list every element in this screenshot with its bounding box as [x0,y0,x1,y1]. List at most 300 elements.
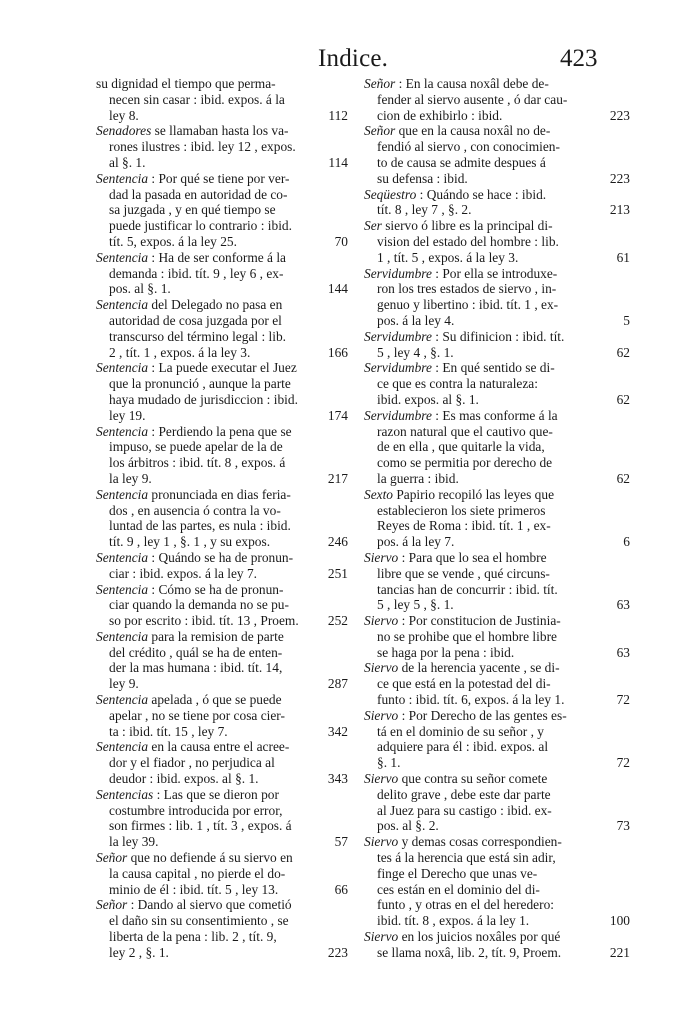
entry-text: : Por qué se tiene por ver- [148,170,290,186]
entry-line [96,424,346,440]
entry-page-ref: 217 [327,470,348,486]
index-entry [364,407,630,487]
entry-page-ref: 63 [616,644,630,660]
entry-text: en la causa entre el acree- [148,739,290,755]
index-entry [364,265,630,329]
entry-line [364,202,622,218]
entry-text: minio de él : ibid. tít. 5 , ley 13. [109,881,279,897]
entry-page-ref: 342 [327,723,348,739]
entry-page-ref: 174 [327,407,348,423]
entry-text: ta : ibid. tít. 15 , ley 7. [109,723,228,739]
entry-line [364,913,622,929]
entry-line [96,518,346,534]
entry-line [364,834,622,850]
entry-line [96,76,346,92]
entry-line [364,266,622,282]
entry-line [364,155,622,171]
entry-page-ref: 70 [334,233,348,249]
entry-text: la ley 9. [109,470,152,486]
entry-text: apelada , ó que se puede [148,692,282,708]
entry-text: su dignidad el tiempo que perma- [96,76,276,91]
entry-page-ref: 166 [327,344,348,360]
entry-line [364,250,622,266]
entry-text: rones ilustres : ibid. ley 12 , expos. [109,139,296,155]
entry-text: siervo ó libre es la principal di- [381,218,553,234]
entry-term: Senadores [96,123,152,139]
entry-line [96,739,346,755]
entry-text: tancias han de concurrir : ibid. tít. [377,581,558,597]
entry-text: sa juzgada , y en qué tiempo se [109,202,276,218]
entry-term: Sentencia [96,581,149,597]
entry-line [364,503,622,519]
entry-text: puede justificar lo contrario : ibid. [109,218,292,234]
entry-term: Señor [364,76,396,91]
entry-text: to de causa se admite despues á [377,154,546,170]
entry-line [96,850,346,866]
entry-line [364,234,622,250]
entry-text: dor y el fiador , no perjudica al [109,755,275,771]
entry-text: tes á la herencia que está sin adir, [377,850,556,866]
entry-page-ref: 114 [328,154,348,170]
entry-line [364,487,622,503]
entry-term: Servidumbre [364,360,432,376]
entry-text: : Quándo se hace : ibid. [416,186,547,202]
entry-line [96,724,346,740]
index-entry [364,771,630,834]
left-index-column [96,76,346,961]
entry-line [364,755,622,771]
entry-text: ron los tres estados de siervo , in- [377,281,557,297]
entry-term: Sentencia [96,549,149,565]
entry-text: der la mas humana : ibid. tít. 14, [109,660,283,676]
page-number: 423 [560,45,598,72]
entry-term: Señor [96,897,128,913]
entry-line [96,613,346,629]
entry-term: Servidumbre [364,328,432,344]
entry-text: luntad de las partes, es nula : ibid. [109,518,291,534]
entry-text: Papirio recopiló las leyes que [393,486,555,502]
entry-line [364,218,622,234]
entry-text: 1 , tít. 5 , expos. á la ley 3. [377,249,519,265]
entry-text: la ley 39. [109,834,159,850]
index-entry [364,660,630,708]
entry-text: funto : ibid. tít. 6, expos. á la ley 1. [377,692,565,708]
entry-line [364,787,622,803]
index-entry [364,123,630,186]
entry-line [364,676,622,692]
entry-line [96,92,346,108]
entry-text: fendió al siervo , con conocimien- [377,139,560,155]
index-entry [96,360,346,423]
index-entry [364,834,630,929]
entry-text: costumbre introducida por error, [109,802,283,818]
index-entry [364,707,630,771]
entry-term: Sentencia [96,739,149,755]
entry-text: que en la causa noxâl no de- [395,123,551,139]
index-entry [364,360,630,407]
entry-line [364,281,622,297]
index-entry [96,582,346,629]
index-entry [96,487,346,550]
entry-text: ley 8. [109,107,139,123]
entry-text: : En qué sentido se di- [431,360,555,376]
entry-text: tá en el dominio de su señor , y [377,723,544,739]
index-entry [96,171,346,250]
entry-line [364,771,622,787]
entry-line [96,629,346,645]
entry-text: ces están en el dominio del di- [377,881,540,897]
entry-text: razon natural que el cautivo que- [377,423,553,439]
entry-line [96,582,346,598]
entry-page-ref: 6 [623,534,630,550]
entry-text: pos. á la ley 7. [377,534,455,550]
entry-term: Señor [96,850,128,866]
entry-page-ref: 61 [616,249,630,265]
entry-text: ce que es contra la naturaleza: [377,376,538,392]
entry-line [96,882,346,898]
entry-line [364,392,622,408]
index-entry [364,613,630,660]
entry-text: : Quándo se ha de pronun- [148,549,294,565]
entry-line [96,171,346,187]
entry-line [364,818,622,834]
entry-line [364,803,622,819]
entry-text: finge el Derecho que unas ve- [377,865,538,881]
entry-line [96,266,346,282]
entry-line [364,471,622,487]
entry-page-ref: 246 [327,534,348,550]
entry-text: : En la causa noxâl debe de- [395,76,549,91]
entry-text: pos. al §. 2. [377,818,439,834]
entry-term: Sentencias [96,786,154,802]
entry-term: Sentencia [96,692,149,708]
entry-text: fender al siervo ausente , ó dar cau- [377,91,568,107]
entry-text: se llamaban hasta los va- [151,123,289,139]
entry-text: ibid. expos. al §. 1. [377,391,479,407]
entry-line [96,139,346,155]
entry-text: : Por constitucion de Justinia- [398,613,561,629]
entry-text: autoridad de cosa juzgada por el [109,312,282,328]
index-entry [96,739,346,786]
entry-text: ciar : ibid. expos. á la ley 7. [109,565,257,581]
entry-page-ref: 72 [616,692,630,708]
entry-page-ref: 223 [609,107,630,123]
entry-text: ley 19. [109,407,146,423]
entry-text: pos. á la ley 4. [377,312,455,328]
entry-text: transcurso del término legal : lib. [109,328,287,344]
entry-line [96,597,346,613]
entry-text: la causa capital , no pierde el do- [109,865,286,881]
entry-line [96,660,346,676]
entry-line [364,692,622,708]
index-entry [364,328,630,361]
entry-text: : Su difinicion : ibid. tít. [431,328,565,344]
entry-line [96,123,346,139]
entry-term: Siervo [364,660,399,676]
entry-line [96,297,346,313]
entry-line [364,866,622,882]
entry-text: : Dando al siervo que cometió [127,897,292,913]
entry-text: liberta de la pena : lib. 2 , tít. 9, [109,929,277,945]
entry-line [96,487,346,503]
index-entry [364,549,630,613]
entry-line [96,313,346,329]
entry-line [364,92,622,108]
entry-term: Siervo [364,549,399,565]
entry-line [364,739,622,755]
index-entry [96,629,346,692]
entry-page-ref: 343 [327,771,348,787]
entry-text: : Ha de ser conforme á la [148,249,286,265]
entry-term: Sentencia [96,249,149,265]
entry-term: Seqüestro [364,186,417,202]
entry-term: Señor [364,123,396,139]
entry-text: establecieron los siete primeros [377,502,546,518]
entry-text: dad la pasada en autoridad de co- [109,186,288,202]
entry-text: ciar quando la demanda no se pu- [109,597,289,613]
entry-page-ref: 221 [609,944,630,960]
entry-line [364,882,622,898]
entry-line [364,313,622,329]
index-entry [364,218,630,265]
index-entry [96,850,346,897]
entry-term: Sentencia [96,360,149,376]
entry-line [96,755,346,771]
entry-line [96,645,346,661]
entry-line [96,818,346,834]
entry-term: Servidumbre [364,265,432,281]
entry-text: 5 , ley 5 , §. 1. [377,597,454,613]
entry-page-ref: 57 [334,834,348,850]
entry-line [96,929,346,945]
entry-text: Reyes de Roma : ibid. tít. 1 , ex- [377,518,551,534]
entry-text: los árbitros : ibid. tít. 8 , expos. á [109,455,286,471]
entry-line [96,771,346,787]
entry-line [96,281,346,297]
entry-line [96,360,346,376]
entry-text: : Es mas conforme á la [431,407,558,423]
entry-text: que contra su señor comete [398,771,548,787]
entry-page-ref: 287 [327,676,348,692]
entry-text: : Por Derecho de las gentes es- [398,707,567,723]
entry-text: ley 9. [109,676,139,692]
entry-line [364,360,622,376]
entry-page-ref: 66 [334,881,348,897]
index-entry [96,424,346,487]
entry-page-ref: 223 [327,944,348,960]
entry-text: ley 2 , §. 1. [109,944,169,960]
entry-text: genuo y libertino : ibid. tít. 1 , ex- [377,297,559,313]
index-entry [96,787,346,850]
entry-line [96,408,346,424]
page-header [0,44,682,76]
entry-term: Sentencia [96,628,149,644]
entry-line [96,676,346,692]
entry-line [364,929,622,945]
entry-line [96,945,346,961]
entry-page-ref: 62 [616,391,630,407]
entry-text: haya mudado de jurisdiccion : ibid. [109,391,298,407]
entry-text: tít. 5, expos. á la ley 25. [109,233,237,249]
entry-page-ref: 5 [623,312,630,328]
entry-text: vision del estado del hombre : lib. [377,233,559,249]
entry-page-ref: 62 [616,470,630,486]
entry-page-ref: 213 [609,202,630,218]
entry-text: apelar , no se tiene por cosa cier- [109,707,285,723]
entry-line [364,534,622,550]
entry-line [96,202,346,218]
entry-line [364,108,622,124]
entry-text: demanda : ibid. tít. 9 , ley 6 , ex- [109,265,284,281]
entry-term: Sentencia [96,297,149,313]
entry-line [96,234,346,250]
entry-line [96,455,346,471]
right-index-column [364,76,630,961]
entry-text: de en ella , que quitarle la vida, [377,439,545,455]
entry-line [364,187,622,203]
index-entry [364,186,630,219]
entry-line [364,945,622,961]
entry-line [96,376,346,392]
entry-line [96,834,346,850]
entry-line [364,613,622,629]
entry-line [364,582,622,598]
entry-term: Sentencia [96,423,149,439]
index-entry [364,486,630,550]
entry-line [96,155,346,171]
entry-line [364,708,622,724]
entry-page-ref: 72 [616,755,630,771]
entry-text: que no defiende á su siervo en [127,850,293,866]
entry-page-ref: 223 [609,170,630,186]
index-entry [96,297,346,360]
entry-line [96,897,346,913]
entry-page-ref: 62 [616,344,630,360]
entry-text: no se prohibe que el hombre libre [377,628,557,644]
entry-text: y demas cosas correspondien- [398,834,562,850]
entry-term: Siervo [364,834,399,850]
entry-page-ref: 63 [616,597,630,613]
entry-line [96,803,346,819]
entry-line [96,503,346,519]
entry-text: funto , y otras en el del heredero: [377,897,554,913]
entry-line [364,329,622,345]
entry-line [364,597,622,613]
entry-text: la guerra : ibid. [377,470,459,486]
entry-line [364,439,622,455]
entry-text: necen sin casar : ibid. expos. á la [109,91,285,107]
entry-term: Siervo [364,613,399,629]
entry-line [364,566,622,582]
entry-text: tít. 9 , ley 1 , §. 1 , y su expos. [109,534,271,550]
entry-line [96,108,346,124]
entry-line [96,866,346,882]
entry-line [364,724,622,740]
entry-text: se haga por la pena : ibid. [377,644,515,660]
entry-line [364,850,622,866]
entry-page-ref: 100 [609,913,630,929]
entry-term: Ser [364,218,382,234]
entry-text: cion de exhibirlo : ibid. [377,107,503,123]
entry-term: Servidumbre [364,407,432,423]
index-entry [96,250,346,297]
index-entry [96,76,346,123]
entry-text: ce que está en la potestad del di- [377,676,551,692]
entry-line [96,534,346,550]
entry-page-ref: 112 [328,107,348,123]
entry-text: en los juicios noxâles por qué [398,929,561,945]
entry-text: se llama noxâ, lib. 2, tít. 9, Proem. [377,944,562,960]
entry-line [364,139,622,155]
entry-line [364,660,622,676]
entry-text: el daño sin su consentimiento , se [109,913,289,929]
entry-text: deudor : ibid. expos. al §. 1. [109,771,259,787]
entry-text: para la remision de parte [148,628,284,644]
entry-text: : Perdiendo la pena que se [148,423,292,439]
entry-text: impuso, se puede apelar de la de [109,439,283,455]
index-entry [96,550,346,582]
entry-text: libre que se vende , qué circuns- [377,565,550,581]
entry-text: : Para que lo sea el hombre [398,549,547,565]
index-entry [96,692,346,739]
entry-text: pos. al §. 1. [109,281,171,297]
entry-text: 2 , tít. 1 , expos. á la ley 3. [109,344,251,360]
entry-term: Siervo [364,771,399,787]
entry-text: delito grave , debe este dar parte [377,786,551,802]
entry-text: : La puede executar el Juez [148,360,297,376]
entry-text: dos , en ausencia ó contra la vo- [109,502,281,518]
entry-line [96,787,346,803]
entry-line [96,218,346,234]
entry-text: su defensa : ibid. [377,170,468,186]
entry-line [96,471,346,487]
entry-text: del crédito , quál se ha de enten- [109,644,283,660]
entry-line [364,897,622,913]
entry-term: Siervo [364,929,399,945]
entry-text: so por escrito : ibid. tít. 13 , Proem. [109,613,299,629]
entry-page-ref: 251 [327,565,348,581]
entry-line [364,123,622,139]
entry-line [364,424,622,440]
entry-term: Sexto [364,486,393,502]
entry-line [364,645,622,661]
entry-text: 5 , ley 4 , §. 1. [377,344,454,360]
entry-text: como se permitia por derecho de [377,455,553,471]
entry-text: al §. 1. [109,154,146,170]
entry-text: tít. 8 , ley 7 , §. 2. [377,202,472,218]
entry-line [364,297,622,313]
entry-text: §. 1. [377,755,401,771]
entry-text: ibid. tít. 8 , expos. á la ley 1. [377,913,530,929]
entry-term: Sentencia [96,486,149,502]
entry-line [96,708,346,724]
entry-line [96,566,346,582]
entry-term: Sentencia [96,170,149,186]
entry-line [364,455,622,471]
entry-line [364,376,622,392]
entry-text: : Las que se dieron por [153,786,279,802]
entry-line [96,550,346,566]
entry-text: : Cómo se ha de pronun- [148,581,284,597]
entry-line [96,913,346,929]
entry-line [364,629,622,645]
entry-text: : Por ella se introduxe- [431,265,558,281]
entry-line [96,250,346,266]
entry-text: son firmes : lib. 1 , tít. 3 , expos. á [109,818,292,834]
entry-text: adquiere para él : ibid. expos. al [377,739,549,755]
entry-page-ref: 252 [327,613,348,629]
entry-line [364,518,622,534]
